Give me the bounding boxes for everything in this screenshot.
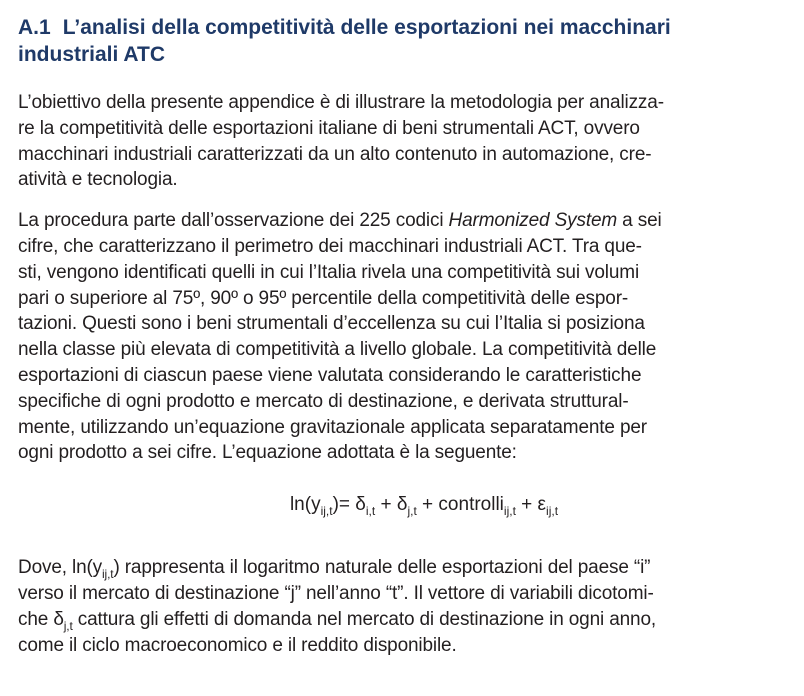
- text-line: macchinari industriali caratterizzati da un alto contenuto in automazione, cre-: [18, 143, 652, 165]
- text-line: tazioni. Questi sono i beni strumentali d’eccellenza su cui l’Italia si posiziona: [18, 313, 645, 335]
- text-line: nella classe più elevata di competitività a livello globale. La competitività delle: [18, 339, 657, 361]
- eq-part: + δ: [375, 494, 408, 516]
- text-fragment: Dove, ln(y: [18, 557, 103, 579]
- text-line: re la competitività delle esportazioni italiane di beni strumentali ACT, ovvero: [18, 117, 640, 139]
- text-line: specifiche di ogni prodotto e mercato di destinazione, e derivata struttural-: [18, 390, 629, 412]
- eq-subscript: j,t: [407, 504, 417, 519]
- text-fragment: cattura gli effetti di domanda nel mercato di destinazione in ogni anno,: [72, 608, 656, 630]
- text-line: atività e tecnologia.: [18, 169, 178, 191]
- paragraph-intro: [18, 90, 786, 193]
- text-line: verso il mercato di destinazione “j” nell’anno “t”. Il vettore di variabili dicotomi-: [18, 582, 654, 604]
- section-heading: [18, 14, 786, 68]
- text-line: come il ciclo macroeconomico e il reddito disponibile.: [18, 634, 457, 656]
- eq-subscript: ij,t: [320, 504, 333, 519]
- eq-part: + ε: [515, 494, 547, 516]
- inline-subscript: j,t: [63, 618, 73, 633]
- text-line: sti, vengono identificati quelli in cui l’Italia rivela una competitività sui volumi: [18, 261, 640, 283]
- eq-part: )= δ: [332, 494, 366, 516]
- text-fragment: a sei: [617, 210, 662, 232]
- text-fragment: ) rappresenta il logaritmo naturale delle esportazioni del paese “i”: [113, 557, 651, 579]
- eq-subscript: ij,t: [503, 504, 516, 519]
- eq-subscript: i,t: [365, 504, 376, 519]
- text-line: [18, 208, 786, 234]
- eq-part: ln(y: [289, 494, 321, 516]
- text-line: pari o superiore al 75º, 90º o 95º percentile della competitività delle espor-: [18, 287, 629, 309]
- section-title-text: L’analisi della competitività delle esportazioni nei macchinari: [62, 16, 671, 39]
- text-fragment: che δ: [18, 608, 64, 630]
- eq-subscript: ij,t: [546, 504, 559, 519]
- text-fragment: La procedura parte dall’osservazione dei 225 codici: [18, 210, 449, 232]
- text-line: cifre, che caratterizzano il perimetro dei macchinari industriali ACT. Tra que-: [18, 235, 642, 257]
- section-heading-line-2: industriali ATC: [18, 43, 165, 66]
- section-number: A.1: [18, 16, 51, 39]
- text-line: esportazioni di ciascun paese viene valutata considerando le caratteristiche: [18, 364, 642, 386]
- gravity-equation: [18, 492, 786, 518]
- section-heading-line-1: [18, 14, 786, 41]
- text-line: [18, 555, 786, 581]
- inline-subscript: ij,t: [102, 567, 114, 582]
- text-line: L’obiettivo della presente appendice è di illustrare la metodologia per analizza-: [18, 92, 664, 113]
- paragraph-explanation: [18, 555, 786, 658]
- text-line: mente, utilizzando un’equazione gravitazionale applicata separatamente per: [18, 416, 647, 438]
- text-line: [18, 607, 786, 633]
- eq-part: + controlli: [416, 494, 504, 516]
- paragraph-procedure: [18, 208, 786, 466]
- italic-term: Harmonized System: [448, 210, 618, 232]
- text-line: ogni prodotto a sei cifre. L’equazione adottata è la seguente:: [18, 442, 517, 464]
